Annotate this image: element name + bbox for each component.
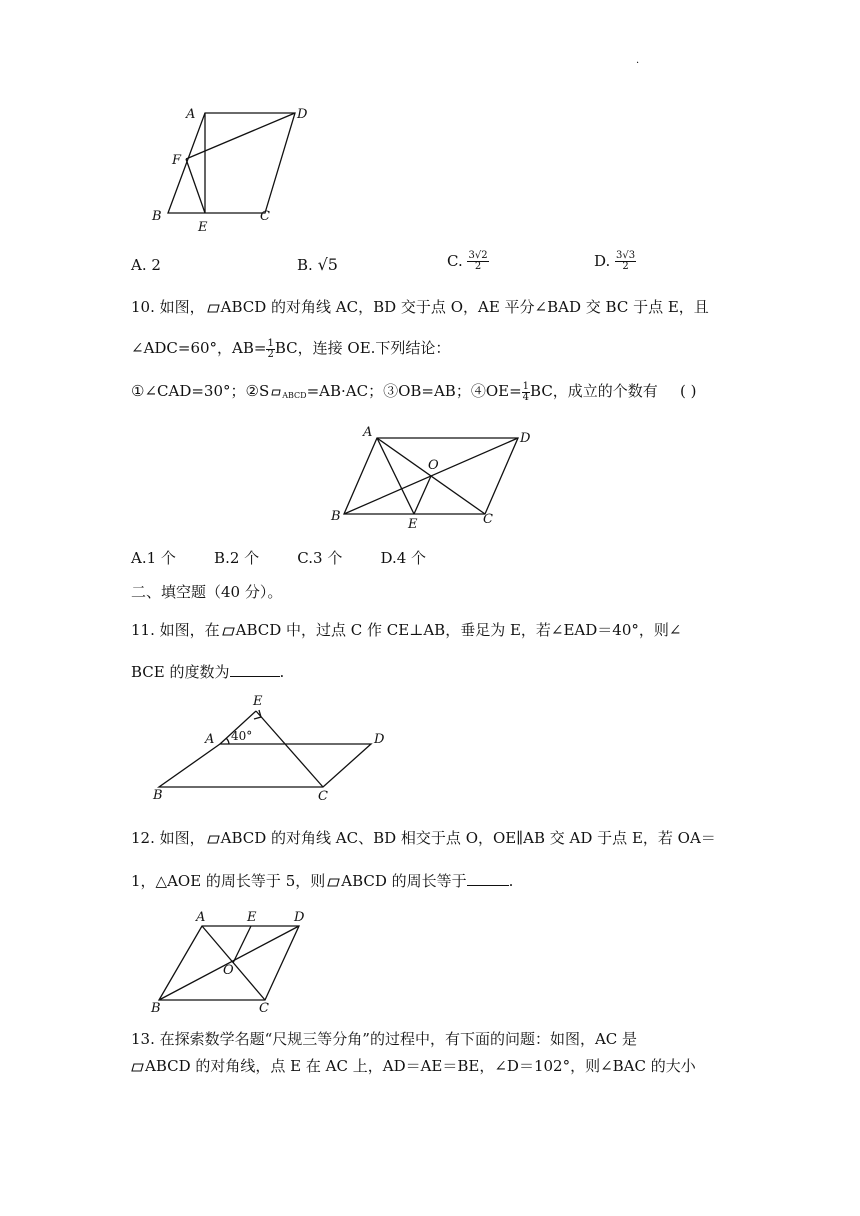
q10-frac2-den: 4 (522, 391, 530, 403)
fig11-segment-ec (256, 711, 323, 787)
q12-line1-b: ABCD 的对角线 AC、BD 相交于点 O，OE∥AB 交 AD 于点 E，若 OA＝ (220, 829, 716, 847)
q10-line-1 (131, 297, 709, 317)
q10-fraction-quarter (522, 382, 530, 403)
q10-frac-den: 2 (267, 348, 274, 360)
fig9-segment-fe (186, 159, 205, 213)
fig12-label-a: A (196, 910, 206, 925)
parallelogram-symbol (207, 304, 220, 313)
fig12-label-d: D (294, 910, 305, 925)
fig11-label-a: A (205, 732, 215, 747)
fig10-label-a: A (363, 425, 373, 440)
q11-line1-b: ABCD 中，过点 C 作 CE⊥AB，垂足为 E，若∠EAD＝40°，则∠ (235, 621, 682, 639)
q9-option-d-num: 3√3 (616, 249, 636, 261)
q10-line-3 (131, 381, 658, 406)
fig10-label-b: B (331, 509, 341, 524)
parallelogram-symbol (222, 627, 235, 636)
fig12-label-c: C (259, 1001, 269, 1015)
q11-line2: BCE 的度数为 (131, 663, 230, 681)
q9-option-b-prefix: B. (297, 256, 318, 274)
q11-line1-a: 11. 如图，在 (131, 621, 220, 639)
q13-line-2 (131, 1056, 696, 1076)
q12-line1-a: 12. 如图， (131, 829, 205, 847)
q10-line3-sub: ABCD (282, 391, 307, 400)
q9-option-a: A. 2 (131, 256, 161, 274)
fig10-label-d: D (520, 431, 531, 446)
q9-option-d-prefix: D. (594, 252, 616, 270)
q10-line3-a: ①∠CAD=30°；②S (131, 382, 270, 400)
q10-line3-b: =AB·AC；③OB=AB；④OE= (306, 382, 522, 400)
q10-line2-a: ∠ADC=60°，AB= (131, 339, 267, 357)
q9-option-d (594, 250, 636, 272)
q9-option-c (447, 250, 489, 272)
q10-fraction-half (266, 339, 274, 360)
fig12-segment-oe (233, 926, 251, 963)
q9-option-d-den: 2 (622, 260, 629, 272)
fig10-label-o: O (428, 458, 439, 473)
figure-q12-parallelogram (145, 905, 320, 1015)
fig11-angle-label: 40° (231, 729, 253, 743)
q11-line-1 (131, 620, 681, 640)
fig11-label-d: D (374, 732, 385, 747)
q10-frac-num: 1 (267, 337, 274, 349)
fig11-label-e: E (253, 694, 263, 709)
parallelogram-symbol (207, 835, 220, 844)
q9-option-c-fraction (467, 251, 488, 272)
q13-line2-b: ABCD 的对角线，点 E 在 AC 上，AD＝AE＝BE，∠D＝102°，则∠BAC 的大小 (145, 1057, 696, 1075)
fig10-label-c: C (483, 512, 493, 527)
q12-line-2 (131, 871, 513, 891)
q12-line2-b: ABCD 的周长等于 (341, 872, 467, 890)
q11-answer-blank[interactable] (230, 662, 280, 677)
q10-line2-b: BC，连接 OE.下列结论： (274, 339, 451, 357)
q11-line-2 (131, 662, 284, 682)
fig9-label-a: A (186, 107, 196, 122)
section-2-heading: 二、填空题（40 分）。 (131, 583, 283, 601)
q12-line-1 (131, 828, 716, 848)
fig11-label-b: B (153, 788, 163, 803)
fig9-label-d: D (297, 107, 308, 122)
q10-line1-b: ABCD 的对角线 AC，BD 交于点 O，AE 平分∠BAD 交 BC 于点 E，且 (220, 298, 709, 316)
fig12-label-b: B (151, 1001, 161, 1015)
parallelogram-symbol-sub (271, 389, 281, 396)
q9-option-c-den: 2 (474, 260, 482, 272)
fig9-label-e: E (198, 220, 208, 234)
q9-option-c-num: 3√2 (468, 249, 488, 261)
page-mark: · (636, 58, 640, 69)
q9-option-c-prefix: C. (447, 252, 468, 270)
fig11-angle-arc (226, 738, 229, 744)
fig12-label-o: O (223, 963, 234, 978)
fig10-segment-ae (377, 438, 414, 514)
fig12-label-e: E (247, 910, 257, 925)
q10-line1-a: 10. 如图， (131, 298, 205, 316)
fig11-parallelogram (159, 744, 371, 787)
fig9-label-c: C (260, 209, 270, 224)
q10-answer-paren: ( ) (680, 382, 697, 400)
q13-line-1: 13. 在探索数学名题“尺规三等分角”的过程中，有下面的问题：如图，AC 是 (131, 1030, 638, 1048)
q11-end: . (279, 663, 285, 681)
figure-q11-parallelogram (145, 690, 395, 805)
q12-answer-blank[interactable] (467, 871, 509, 886)
q10-line3-c: BC，成立的个数有 (530, 382, 658, 400)
q9-option-b-value: √5 (317, 255, 338, 274)
fig11-label-c: C (318, 789, 328, 804)
q9-option-d-fraction (615, 251, 636, 272)
parallelogram-symbol (131, 1063, 144, 1072)
q10-line-2 (131, 338, 450, 360)
parallelogram-symbol (327, 878, 340, 887)
fig9-label-b: B (152, 209, 162, 224)
figure-q9-parallelogram (140, 104, 320, 234)
q10-frac2-num: 1 (522, 380, 530, 392)
figure-q10-parallelogram (325, 422, 545, 532)
fig9-label-f: F (172, 153, 182, 168)
q10-options: A.1 个 B.2 个 C.3 个 D.4 个 (131, 549, 427, 567)
q12-line2-a: 1，△AOE 的周长等于 5，则 (131, 872, 326, 890)
q12-end: . (508, 872, 514, 890)
q9-option-b (297, 255, 338, 275)
fig10-label-e: E (408, 517, 418, 532)
